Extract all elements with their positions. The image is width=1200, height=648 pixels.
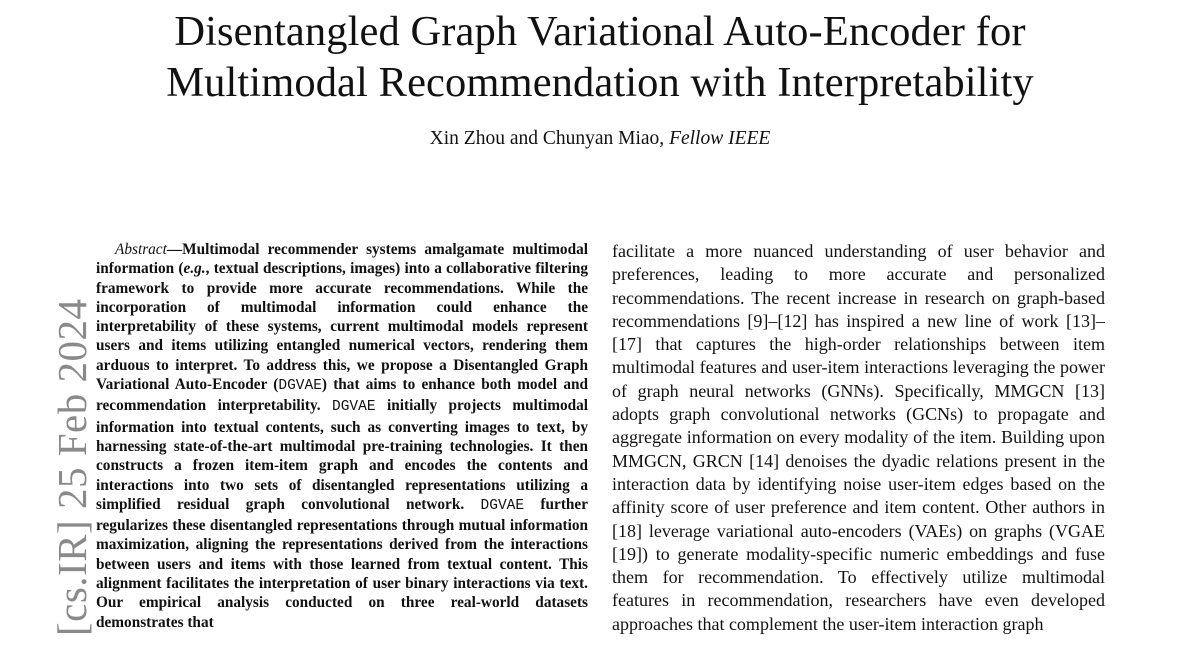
author-names: Xin Zhou and Chunyan Miao, [429,128,670,149]
abstract-label: Abstract [115,241,167,258]
author-role: Fellow IEEE [669,128,771,149]
abstract-text: further regularizes these disentangled representations through mutual information maximization, aligning the representations derived from the interactions between users and items with those learned from textual content. This alignment facilitates the interpretation of user binary interactions via text. Our empirical analysis conducted on three real-world datasets demonstrates that [96,495,588,631]
abstract-text: ) that aims to enhance both model and recommendation interpretability. [96,376,588,415]
paper-title-line-1: Disentangled Graph Variational Auto-Encoder for [174,8,1026,55]
abstract-paragraph [96,240,588,632]
paper-title [0,6,1200,108]
model-name: DGVAE [278,378,322,395]
right-column [612,240,1105,648]
abstract-text: Multimodal recommender systems amalgamate multimodal information ( [96,241,588,278]
arxiv-stamp: [cs.IR] 25 Feb 2024 [49,298,95,636]
author-line [0,127,1200,151]
abstract-separator: — [166,241,183,258]
introduction-paragraph: facilitate a more nuanced understanding of user behavior and preferences, leading to more accurate and personalized recommendations. The recent increase in research on graph-based recommendations [9]–[12] has inspired a new line of work [13]–[17] that captures the high-order relationships between item multimodal features and user-item interactions leveraging the power of graph neural networks (GNNs). Specifically, MMGCN [13] adopts graph convolutional networks (GCNs) to propagate and aggregate information on every modality of the item. Building upon MMGCN, GRCN [14] denoises the dyadic relations present in the interaction data by identifying noise user-item edges based on the affinity score of user preference and item content. Other authors in [18] leverage variational auto-encoders (VAEs) on graphs (VGAE [19]) to generate modality-specific numeric embeddings and fuse them for recommendation. To effectively utilize multimodal features in recommendation, researchers have even developed approaches that complement the user-item interaction graph [612,241,1105,634]
left-column [96,240,588,648]
abstract-text: initially projects multimodal information into textual contents, such as converting images to text, by harnessing state-of-the-art multimodal pre-training technologies. It then constructs a frozen item-item graph and encodes the contents and interactions into two sets of disentangled representations utilizing a simplified residual graph convolutional network. [96,397,588,513]
paper-title-line-2: Multimodal Recommendation with Interpretability [166,59,1034,106]
abstract-text: , textual descriptions, images) into a collaborative filtering framework to provide more accurate recommendations. While the incorporation of multimodal information could enhance the interpretability of these systems, current multimodal models represent users and items utilizing entangled numerical vectors, rendering them arduous to interpret. To address this, we propose a Disentangled Graph Variational Auto-Encoder ( [96,260,588,394]
model-name: DGVAE [480,497,525,514]
abstract-eg: e.g. [183,260,206,278]
model-name: DGVAE [332,399,376,416]
